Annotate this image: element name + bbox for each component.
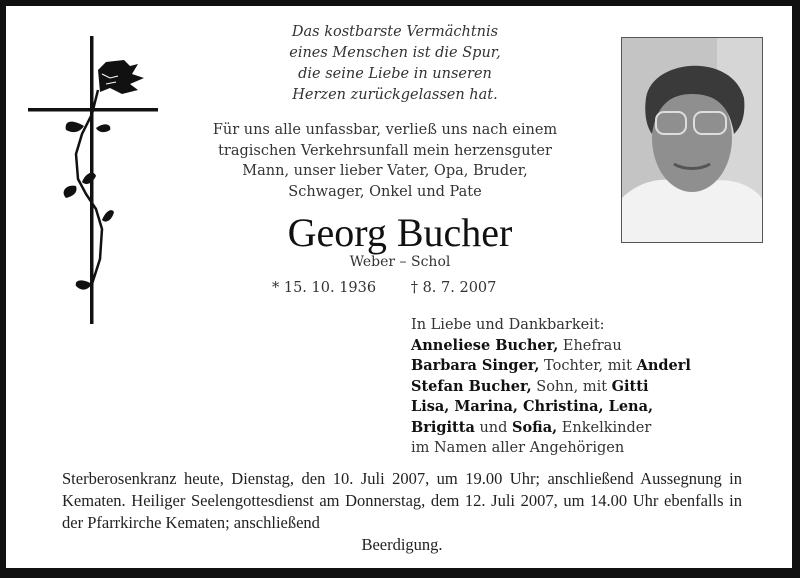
- notice-line: Aussegnung in Kematen. Heiliger Seelengottesdienst am Donnerstag, dem: [62, 469, 743, 510]
- intro-line: tragischen Verkehrsunfall mein herzensguter: [218, 142, 552, 159]
- family-row: Lisa, Marina, Christina, Lena,: [411, 398, 654, 415]
- intro-line: Für uns alle unfassbar, verließ uns nach einem: [212, 122, 558, 138]
- poem-line: Das kostbarste Vermächtnis: [291, 24, 499, 40]
- intro-text: [170, 120, 600, 202]
- memorial-poem: [230, 22, 560, 106]
- cross-with-rose-icon: [26, 34, 160, 326]
- deceased-name: Georg Bucher: [287, 210, 513, 255]
- family-row: Stefan Bucher, Sohn, mit Gitti: [411, 377, 649, 395]
- family-row: Anneliese Bucher, Ehefrau: [411, 336, 622, 354]
- family-heading: In Liebe und Dankbarkeit:: [411, 317, 605, 333]
- life-dates: [272, 280, 532, 296]
- poem-line: die seine Liebe in unseren: [298, 66, 492, 82]
- family-row: Barbara Singer, Tochter, mit Anderl: [411, 357, 691, 374]
- poem-line: Herzen zurückgelassen hat.: [292, 87, 498, 103]
- poem-line: eines Menschen ist die Spur,: [289, 45, 501, 61]
- funeral-notice: [62, 468, 742, 556]
- death-date: † 8. 7. 2007: [410, 280, 497, 296]
- notice-line: 12. Juli 2007, um 14.00 Uhr ebenfalls in der Pfarrkirche Kematen; anschließend: [62, 491, 742, 532]
- notice-line: Sterberosenkranz heute, Dienstag, den 10. Juli 2007, um 19.00 Uhr; anschließend: [62, 469, 634, 488]
- family-closing: im Namen aller Angehörigen: [411, 440, 625, 456]
- family-list: [411, 315, 791, 459]
- portrait-photo: [621, 37, 763, 243]
- notice-line: Beerdigung.: [361, 535, 443, 554]
- intro-line: Mann, unser lieber Vater, Opa, Bruder,: [242, 163, 528, 179]
- deceased-origin: Weber – Schol: [349, 254, 451, 270]
- intro-line: Schwager, Onkel und Pate: [288, 183, 482, 200]
- birth-date: * 15. 10. 1936: [272, 280, 377, 296]
- family-row: Brigitta und Sofia, Enkelkinder: [411, 418, 652, 436]
